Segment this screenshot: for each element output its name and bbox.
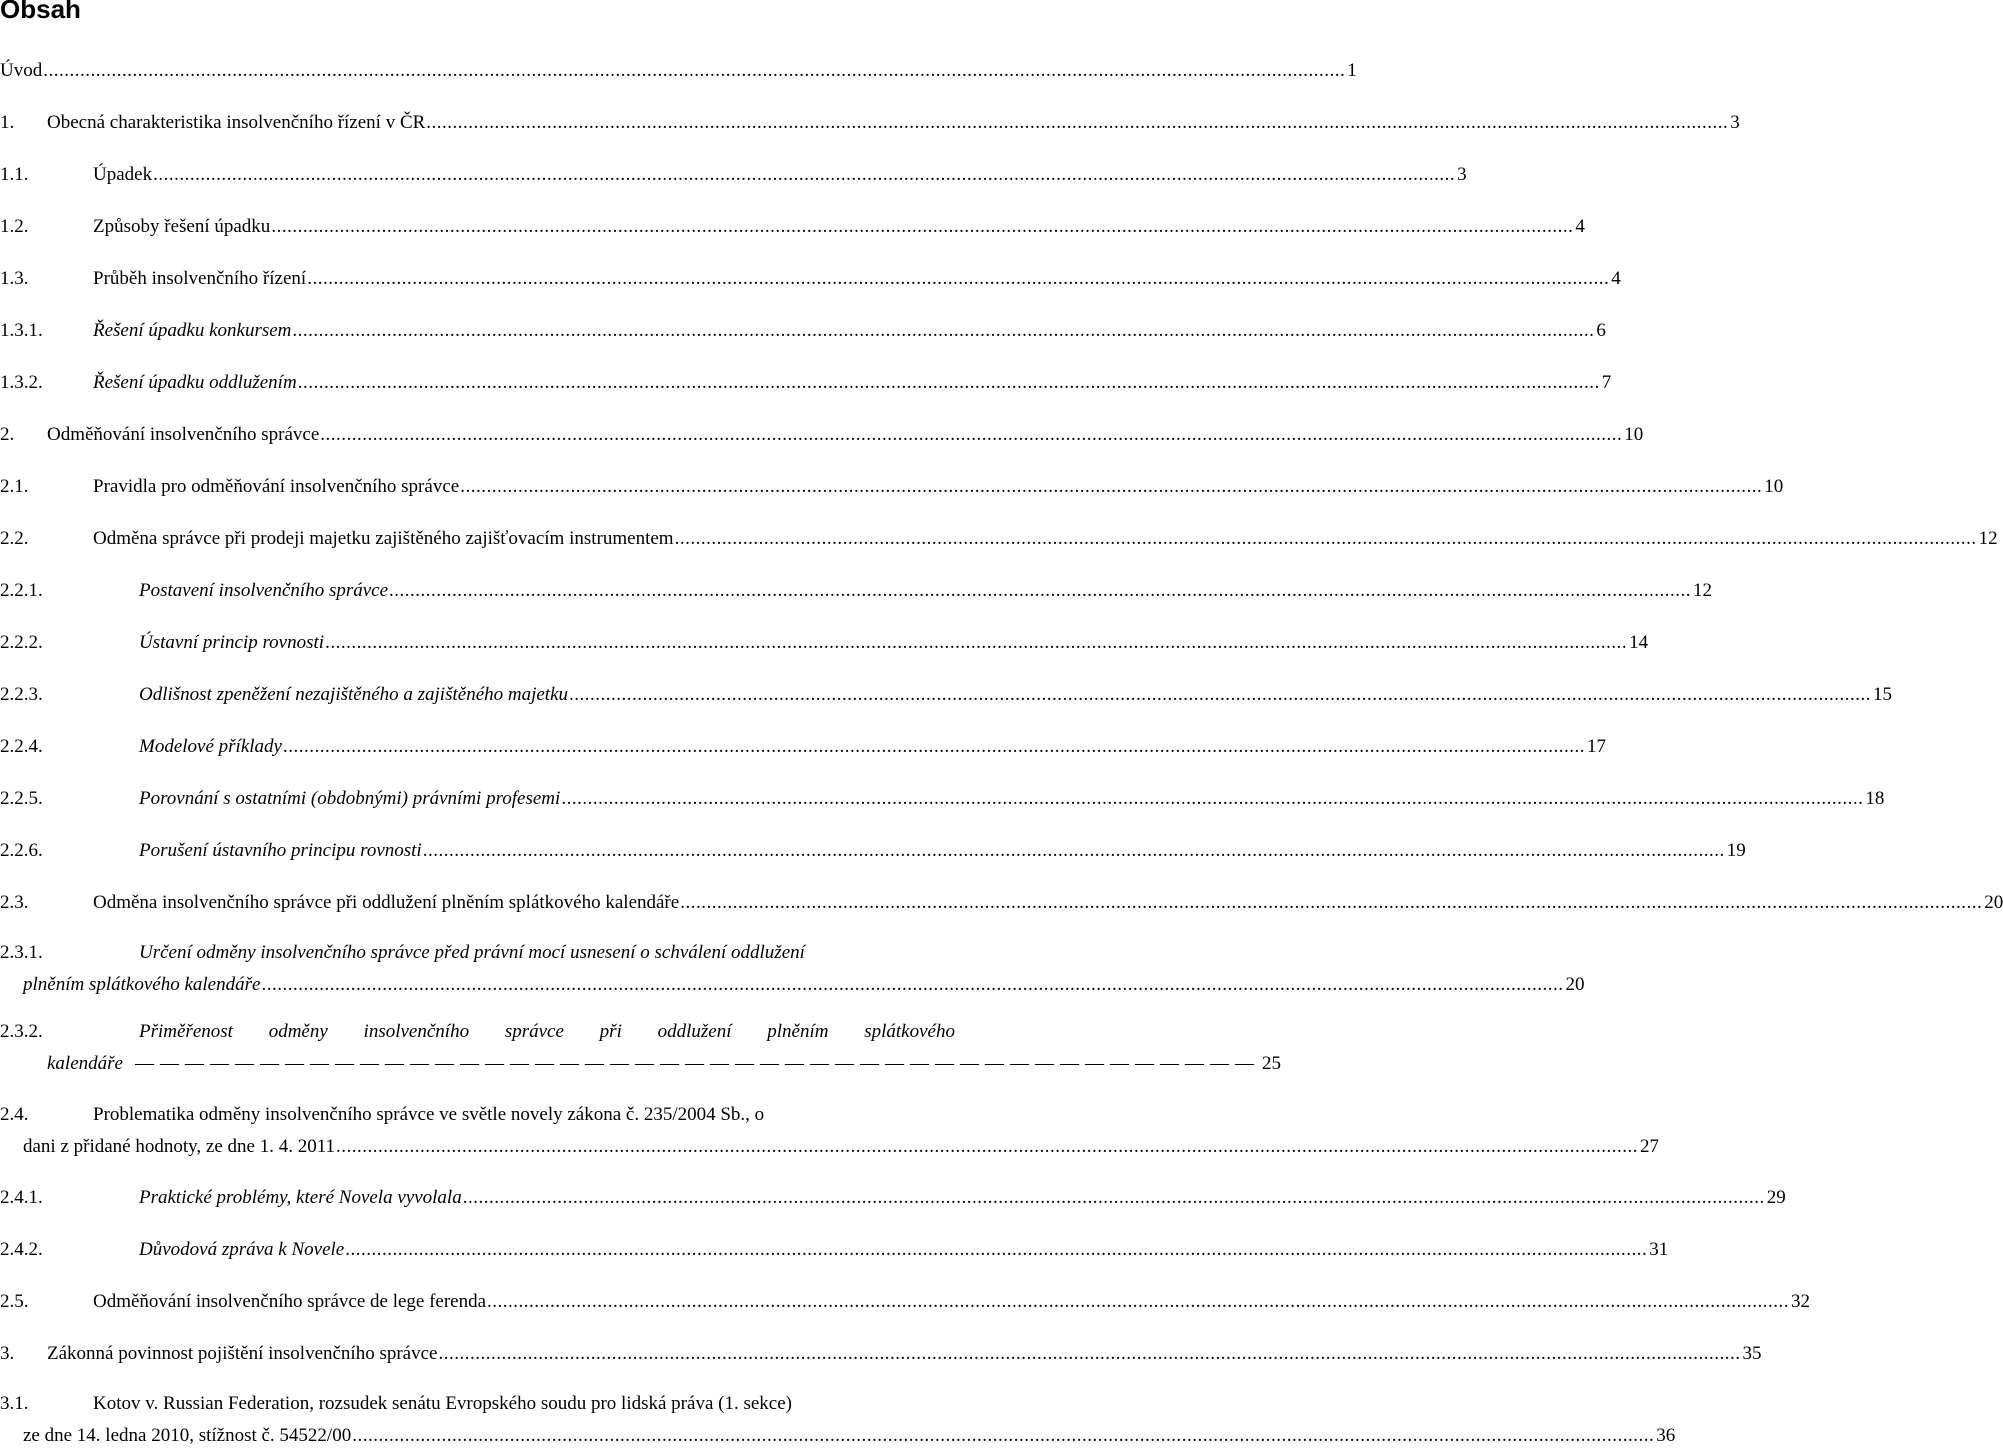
toc-title-line1: Přiměřenost odměny insolvenčního správce při oddlužení plněním splátkového [139,1021,955,1042]
toc-page: 25 [1261,1053,1281,1074]
dot-leader [335,1135,1638,1159]
toc-number: 2.5. [0,1291,29,1312]
toc-number: 2.1. [0,476,29,497]
toc-number: 2.2.5. [0,788,43,809]
toc-page: 7 [1601,372,1612,393]
toc-entry-2-4-1[interactable] [0,1186,1786,1210]
toc-page: 17 [1586,736,1606,757]
toc-entry-2-2-6[interactable] [0,839,1746,863]
dot-leader [459,475,1762,499]
toc-number: 2.2.3. [0,684,43,705]
toc-page: 12 [1693,580,1713,601]
toc-title: Ústavní princip rovnosti [139,632,325,653]
toc-number: 1. [0,112,15,133]
toc-title: Obecná charakteristika insolvenčního řízení v ČR [47,112,426,133]
toc-page: 3 [1730,112,1740,133]
dot-leader [291,319,1594,343]
page-title: Obsah [0,0,81,24]
toc-entry-3-1[interactable] [0,1392,1676,1448]
dot-leader [679,891,1982,915]
toc-title: Odměna správce při prodeji majetku zajištěného zajišťovacím instrumentem [93,528,674,549]
toc-number: 1.3. [0,268,29,289]
toc-number: 2.4.1. [0,1187,43,1208]
toc-title-line1: Kotov v. Russian Federation, rozsudek senátu Evropského soudu pro lidská práva (1. sekce) [93,1393,792,1414]
dot-leader [351,1424,1654,1448]
toc-entry-2-3-2[interactable] [0,1020,1281,1076]
toc-title: Porušení ústavního principu rovnosti [139,840,422,861]
toc-number: 2.3. [0,892,29,913]
dot-leader [344,1238,1647,1262]
dot-leader [462,1186,1765,1210]
toc-page: 36 [1656,1425,1676,1446]
toc-title-line2: plněním splátkového kalendáře [23,974,261,995]
toc-title: Řešení úpadku oddlužením [93,372,297,393]
toc-page: 15 [1873,684,1893,705]
toc-page: 12 [1978,528,1998,549]
dot-leader [319,423,1622,447]
toc-page: 4 [1611,268,1621,289]
toc-title: Průběh insolvenčního řízení [93,268,307,289]
toc-number: 2.2. [0,528,29,549]
toc-number: 3.1. [0,1393,29,1414]
toc-number: 2.4.2. [0,1239,43,1260]
toc-number: 1.1. [0,164,29,185]
dot-leader [42,59,1345,83]
dot-leader [282,735,1585,759]
toc-entry-1[interactable] [0,111,1740,135]
toc-page: 3 [1457,164,1467,185]
toc-number: 2.2.1. [0,580,43,601]
toc-number: 1.3.1. [0,320,43,341]
toc-page: 1 [1347,60,1357,81]
toc-number: 2.4. [0,1104,29,1125]
dot-leader [422,839,1725,863]
toc-title: Odměňování insolvenčního správce [47,424,320,445]
toc-page: 14 [1629,632,1649,653]
toc-entry-1-2[interactable] [0,215,1585,239]
toc-title: Úvod [0,60,43,81]
toc-title: Pravidla pro odměňování insolvenčního správce [93,476,460,497]
toc-title-line1: Problematika odměny insolvenčního správce ve světle novely zákona č. 235/2004 Sb., o [93,1104,765,1125]
toc-entry-uvod[interactable] [0,59,1357,83]
toc-page: 10 [1624,424,1644,445]
toc-entry-1-3-1[interactable] [0,319,1606,343]
toc-entry-2[interactable] [0,423,1644,447]
toc-entry-2-2-4[interactable] [0,735,1606,759]
toc-page: 27 [1640,1136,1660,1157]
toc-number: 1.2. [0,216,29,237]
dash-leader [123,1052,1260,1076]
toc-entry-2-4[interactable] [0,1103,1660,1159]
toc-entry-2-1[interactable] [0,475,1784,499]
toc-number: 3. [0,1343,15,1364]
toc-page: 32 [1791,1291,1811,1312]
toc-entry-1-3-2[interactable] [0,371,1612,395]
dot-leader [568,683,1871,707]
dot-leader [437,1342,1740,1366]
toc-number: 2.3.2. [0,1021,43,1042]
toc-entry-2-2-3[interactable] [0,683,1893,707]
toc-number: 2.3.1. [0,942,43,963]
toc-title: Odlišnost zpeněžení nezajištěného a zajištěného majetku [139,684,569,705]
toc-entry-2-4-2[interactable] [0,1238,1669,1262]
dot-leader [674,527,1977,551]
toc-entry-2-2-2[interactable] [0,631,1649,655]
toc-title-line1: Určení odměny insolvenčního správce před právní mocí usnesení o schválení oddlužení [139,942,805,963]
dot-leader [152,163,1455,187]
toc-page: 29 [1766,1187,1786,1208]
toc-entry-2-2-5[interactable] [0,787,1885,811]
dot-leader [486,1290,1789,1314]
toc-title: Důvodová zpráva k Novele [139,1239,345,1260]
toc-page: 31 [1649,1239,1669,1260]
toc-entry-2-2-1[interactable] [0,579,1713,603]
dot-leader [260,973,1563,997]
dot-leader [324,631,1627,655]
toc-entry-3[interactable] [0,1342,1762,1366]
toc-page: 18 [1865,788,1885,809]
toc-page: 19 [1726,840,1746,861]
dot-leader [388,579,1691,603]
toc-page: 10 [1764,476,1784,497]
toc-title-line2: dani z přidané hodnoty, ze dne 1. 4. 2011 [23,1136,336,1157]
dot-leader [270,215,1573,239]
toc-number: 2.2.6. [0,840,43,861]
toc-title: Úpadek [93,164,153,185]
toc-title-line2: ze dne 14. ledna 2010, stížnost č. 54522/00 [23,1425,352,1446]
dot-leader [297,371,1600,395]
toc-number: 2.2.2. [0,632,43,653]
toc-number: 1.3.2. [0,372,43,393]
toc-title: Zákonná povinnost pojištění insolvenčního správce [47,1343,438,1364]
toc-title: Praktické problémy, které Novela vyvolala [139,1187,462,1208]
toc-title: Způsoby řešení úpadku [93,216,271,237]
toc-title: Odměna insolvenčního správce při oddlužení plněním splátkového kalendáře [93,892,680,913]
toc-entry-2-5[interactable] [0,1290,1811,1314]
toc-entry-1-1[interactable] [0,163,1467,187]
toc-entry-1-3[interactable] [0,267,1621,291]
dot-leader [425,111,1728,135]
toc-page: 35 [1742,1343,1762,1364]
toc-page: 20 [1565,974,1585,995]
dot-leader [306,267,1609,291]
toc-title: Porovnání s ostatními (obdobnými) právními profesemi [139,788,561,809]
toc-title: Odměňování insolvenčního správce de lege ferenda [93,1291,487,1312]
toc-title: Modelové příklady [139,736,282,757]
toc-title: Postavení insolvenčního správce [139,580,389,601]
toc-page: 6 [1596,320,1606,341]
toc-page: 4 [1575,216,1585,237]
toc-page: 20 [1984,892,2003,913]
toc-entry-2-3[interactable] [0,891,2003,915]
toc-entry-2-3-1[interactable] [0,941,1585,997]
toc-number: 2. [0,424,15,445]
toc-title: Řešení úpadku konkursem [93,320,292,341]
dot-leader [560,787,1863,811]
toc-entry-2-2[interactable] [0,527,1998,551]
toc-number: 2.2.4. [0,736,43,757]
toc-title-line2: kalendáře [47,1053,123,1074]
